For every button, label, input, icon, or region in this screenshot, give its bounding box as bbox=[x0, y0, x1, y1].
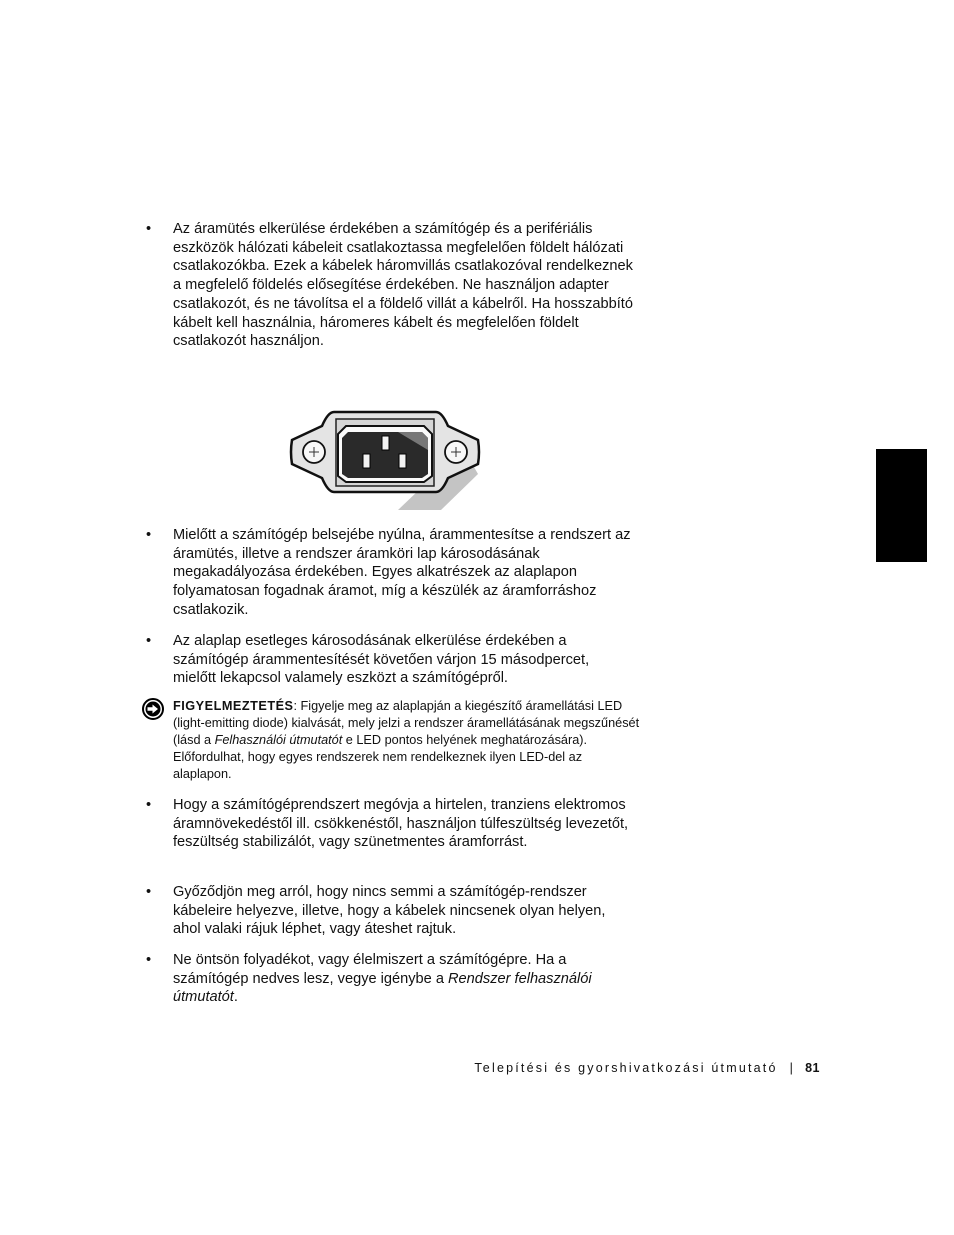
list-item-text: Győződjön meg arról, hogy nincs semmi a számítógép-rendszer kábeleire helyezve, illetve, hogy a kábelek nincsenek olyan helyen, ahol valaki rájuk léphet, vagy áteshet rajtuk. bbox=[173, 884, 606, 938]
notice-label: FIGYELMEZTETÉS bbox=[173, 699, 294, 713]
list-item bbox=[146, 951, 636, 1007]
list-item bbox=[146, 796, 636, 852]
list-item-text: Ne öntsön folyadékot, vagy élelmiszert a számítógépre. Ha a számítógép nedves lesz, vegye igénybe a Rendszer felhasználói útmutatót. bbox=[173, 952, 592, 1006]
bullet-icon: • bbox=[146, 797, 152, 813]
list-item bbox=[146, 220, 636, 351]
bullet-icon: • bbox=[146, 221, 152, 237]
footer-title: Telepítési és gyorshivatkozási útmutató bbox=[474, 1061, 778, 1075]
list-item-text: Hogy a számítógéprendszert megóvja a hirtelen, tranziens elektromos áramnövekedéstől ill. csökkenéstől, használjon túlfeszültség levezetőt, feszültség stabilizálót, vagy szünetmentes áramforrást. bbox=[173, 797, 629, 851]
list-item bbox=[146, 632, 636, 688]
list-item-text: Az alaplap esetleges károsodásának elkerülése érdekében a számítógép árammentesítését követően várjon 15 másodpercet, mielőtt lekapcsol valamely eszközt a számítógépről. bbox=[173, 633, 590, 687]
notice-reference: Felhasználói útmutatót bbox=[214, 733, 343, 747]
page-number: 81 bbox=[805, 1061, 820, 1075]
list-item bbox=[146, 883, 636, 939]
footer-separator: | bbox=[789, 1061, 796, 1075]
list-item-text: Az áramütés elkerülése érdekében a számítógép és a perifériális eszközök hálózati kábeleit csatlakoztassa megfelelően földelt hálózati csatlakozókba. Ezek a kábelek háromvillás csatlakozóval rendelkeznek a megfelelő földelés elősegítése érdekében. Ne használjon adapter csatlakozót, és ne távolítsa el a földelő villát a kábelről. Ha hosszabbító kábelt kell használnia, háromeres kábelt és megfelelően földelt csatlakozót használjon. bbox=[173, 221, 633, 350]
power-connector-illustration bbox=[288, 406, 482, 514]
bullet-icon: • bbox=[146, 884, 152, 900]
page-footer bbox=[400, 1061, 820, 1075]
notice-text: FIGYELMEZTETÉS: Figyelje meg az alaplapján a kiegészítő áramellátási LED (light-emitting diode) kialvását, mely jelzi a rendszer áramellátásának megszűnését (lásd a Felhasználói útmutatót e LED pontos helyének meghatározására). Előfordulhat, hogy egyes rendszerek nem rendelkeznek ilyen LED-del az alaplapon. bbox=[173, 699, 640, 781]
manual-reference: Rendszer felhasználói útmutatót bbox=[173, 970, 592, 1006]
notice-box bbox=[142, 698, 642, 783]
bullet-icon: • bbox=[146, 633, 152, 649]
section-tab-marker bbox=[876, 449, 927, 562]
bullet-icon: • bbox=[146, 527, 152, 543]
notice-arrow-icon bbox=[142, 698, 164, 720]
list-item bbox=[146, 526, 636, 620]
list-item-text: Mielőtt a számítógép belsejébe nyúlna, árammentesítse a rendszert az áramütés, illetve a rendszer áramköri lap károsodásának megakadályozása érdekében. Egyes alkatrészek az alaplapon folyamatosan fogadnak áramot, míg a készülék az áramforráshoz csatlakozik. bbox=[173, 527, 631, 618]
bullet-icon: • bbox=[146, 952, 152, 968]
